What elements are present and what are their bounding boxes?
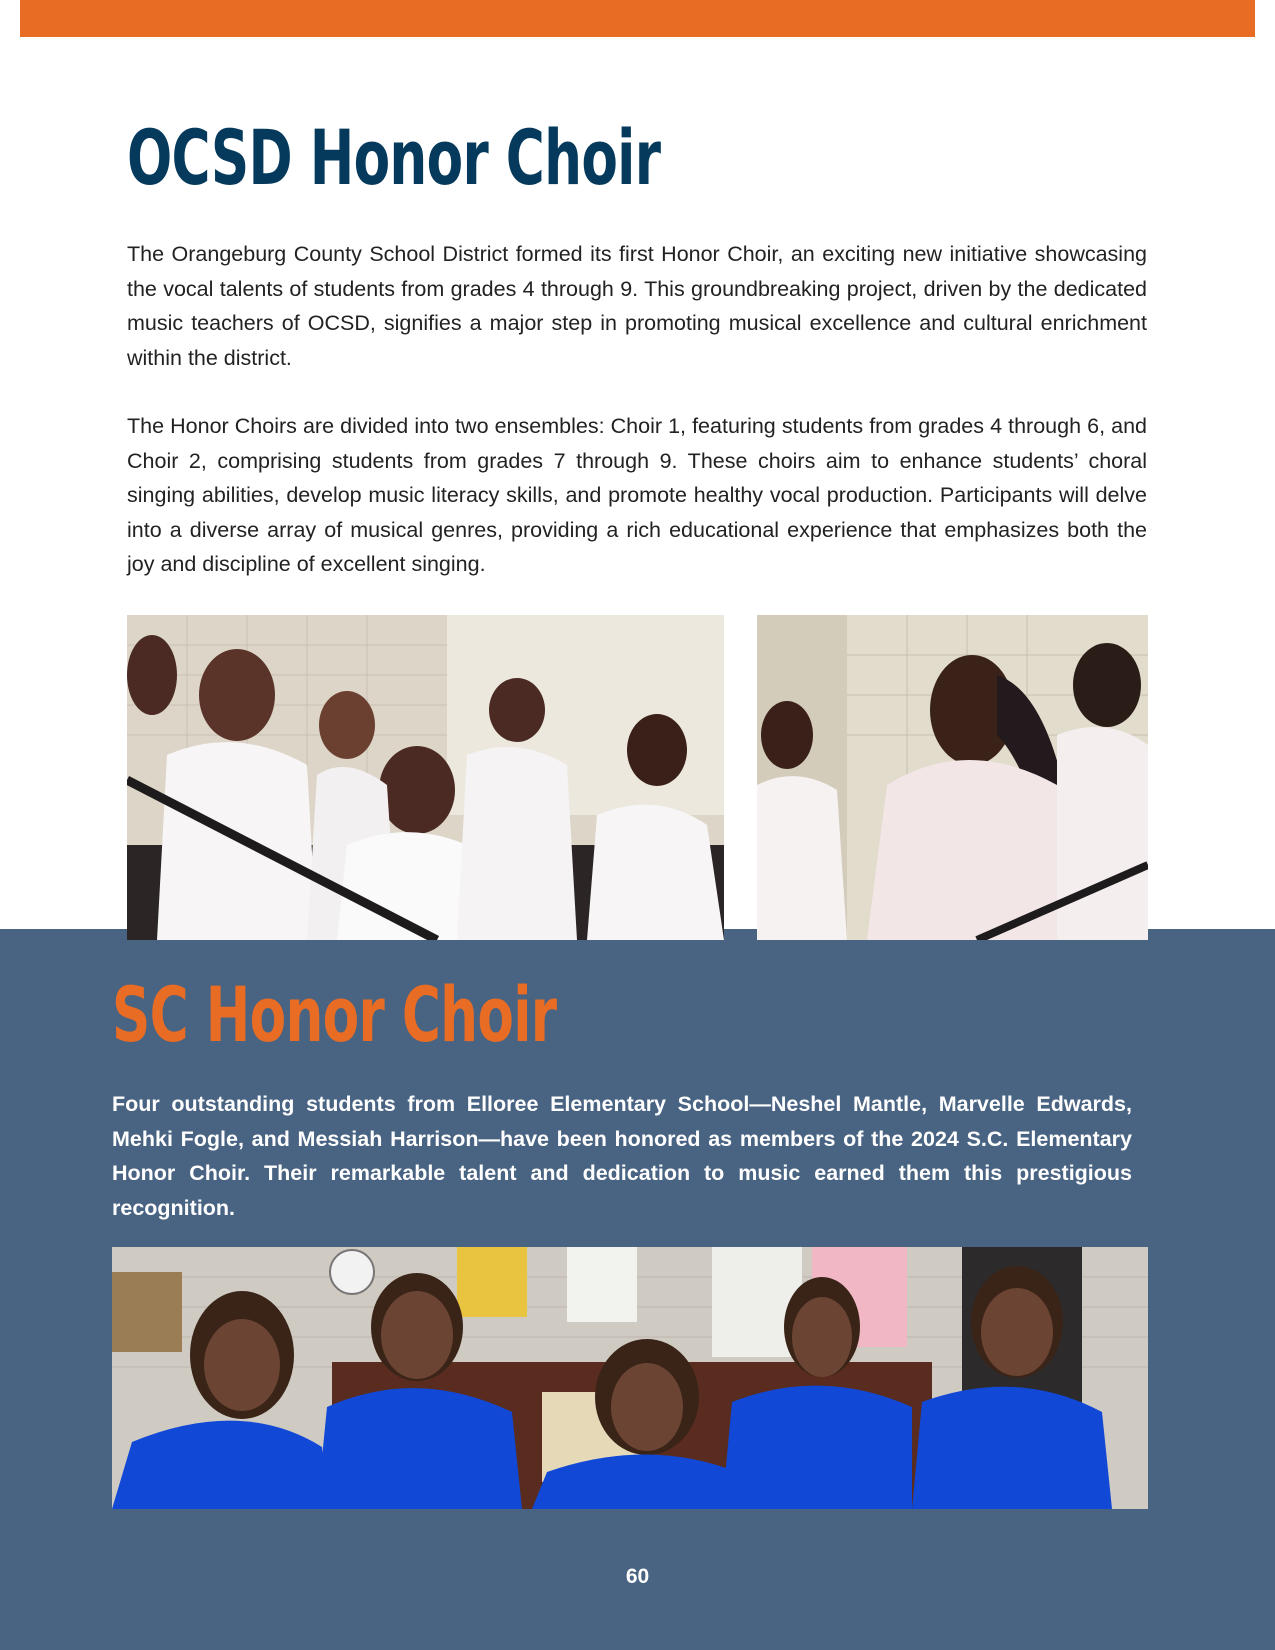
page-title: OCSD Honor Choir — [127, 113, 661, 202]
choir-photo-right — [757, 615, 1148, 940]
choir-photo-left — [127, 615, 724, 940]
page-number: 60 — [625, 1565, 650, 1588]
honor-students-photo — [112, 1247, 1148, 1509]
top-accent-bar — [20, 0, 1255, 37]
section-title-sc: SC Honor Choir — [112, 970, 557, 1059]
ensembles-paragraph: The Honor Choirs are divided into two ensembles: Choir 1, featuring students from grades 4 through 6, and Choir 2, comprising students from grades 7 through 9. These choirs aim to enhance students’ choral singing abilities, develop music literacy skills, and promote healthy vocal production. Participants will delve into a diverse array of musical genres, providing a rich educational experience that emphasizes both the joy and discipline of excellent singing. — [127, 414, 1147, 576]
intro-paragraph: The Orangeburg County School District formed its first Honor Choir, an exciting new initiative showcasing the vocal talents of students from grades 4 through 9. This groundbreaking project, driven by the dedicated music teachers of OCSD, signifies a major step in promoting musical excellence and cultural enrichment within the district. — [127, 242, 1147, 370]
sc-honor-paragraph: Four outstanding students from Elloree Elementary School—Neshel Mantle, Marvelle Edwards, Mehki Fogle, and Messiah Harrison—have been honored as members of the 2024 S.C. Elementary Honor Choir. Their remarkable talent and dedication to music earned them this prestigious recognition. — [112, 1092, 1132, 1220]
